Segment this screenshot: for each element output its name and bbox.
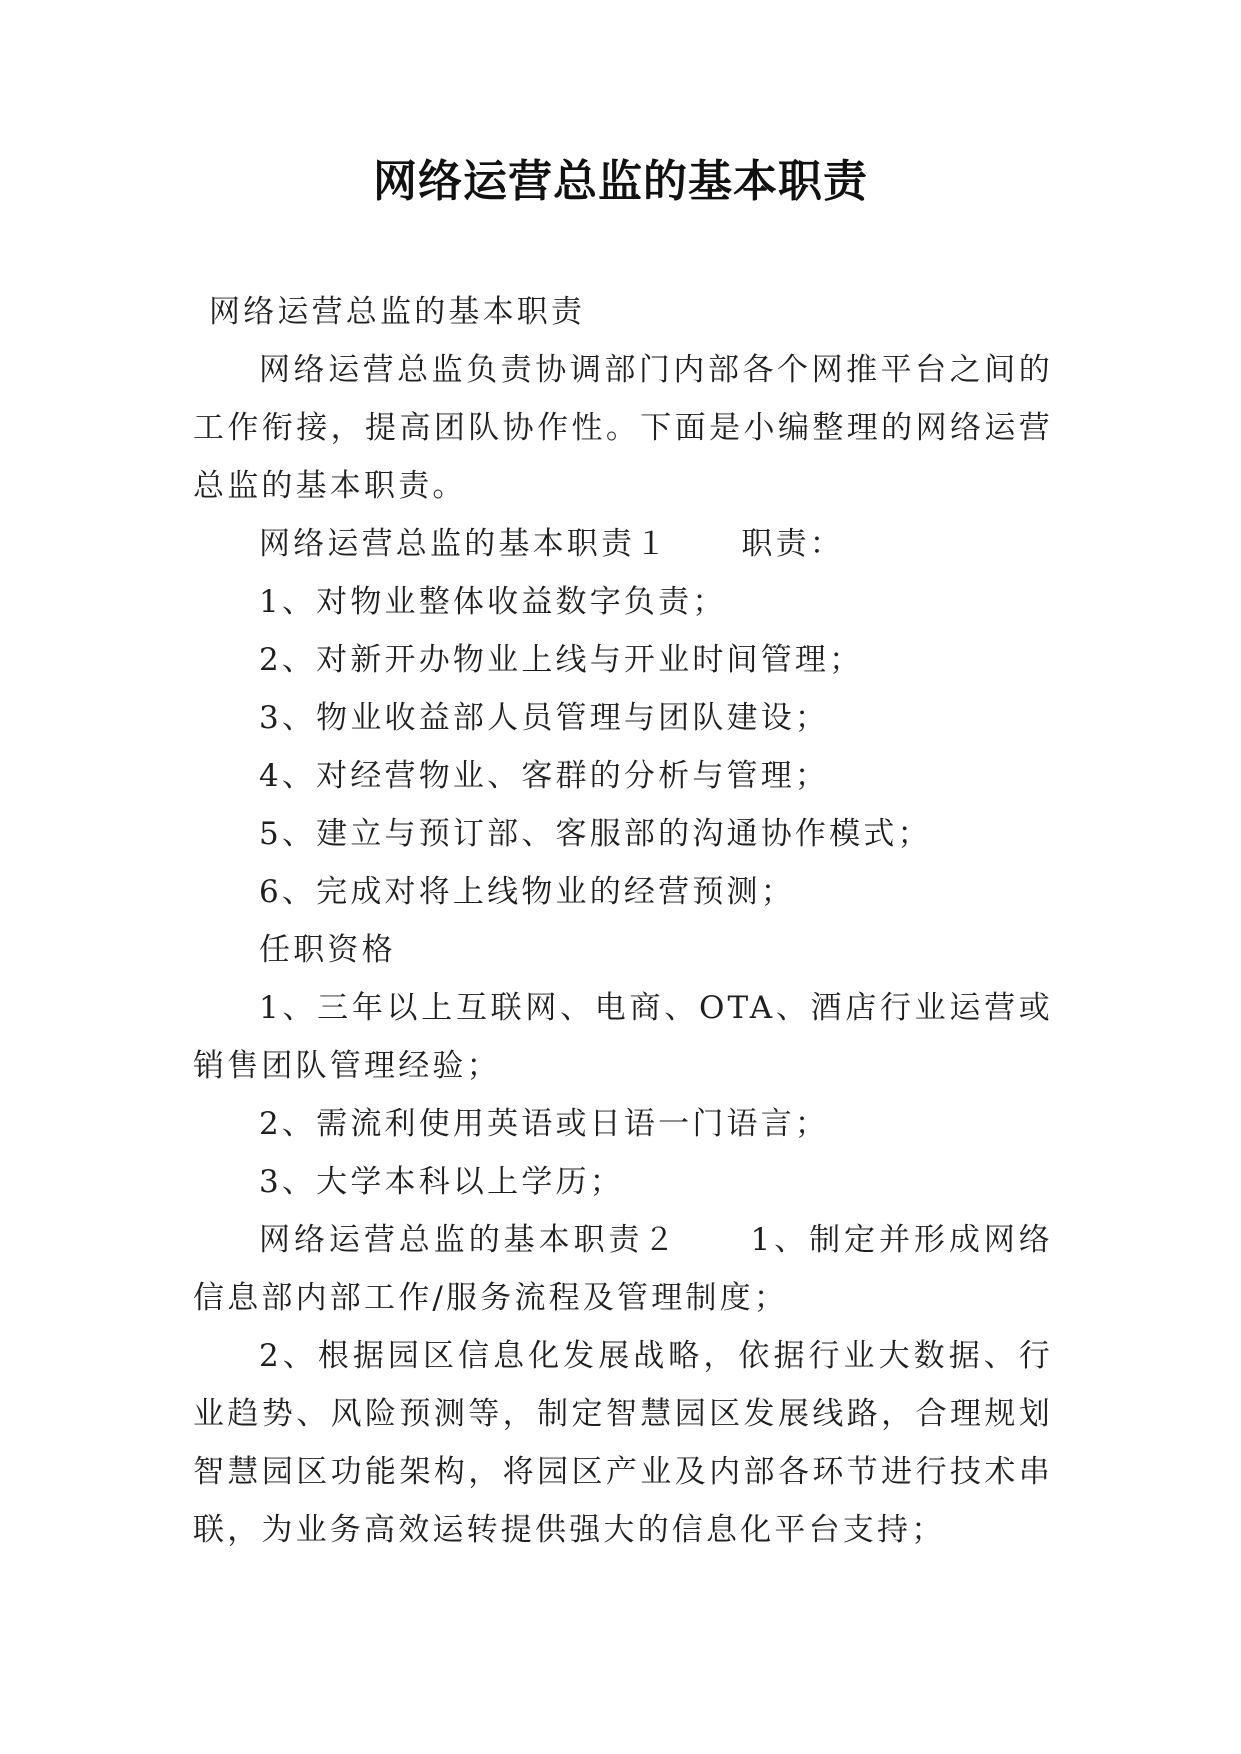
intro-paragraph: 网络运营总监负责协调部门内部各个网推平台之间的工作衔接，提高团队协作性。下面是小编整理的网络运营总监的基本职责。: [193, 352, 1053, 504]
duty-item: 2、对新开办物业上线与开业时间管理；: [259, 642, 864, 678]
section1-heading: 网络运营总监的基本职责１: [259, 526, 670, 562]
section2-first-item: 1、制定并形成网络信息部内部工作/服务流程及管理制度；: [193, 1222, 1053, 1316]
qualification-item: 1、三年以上互联网、电商、OTA、酒店行业运营或销售团队管理经验；: [193, 990, 1053, 1084]
duty-item: 6、完成对将上线物业的经营预测；: [259, 874, 795, 910]
duty-item: 1、对物业整体收益数字负责；: [259, 584, 727, 620]
document-title: 网络运营总监的基本职责: [373, 156, 868, 207]
section2-item: 2、根据园区信息化发展战略，依据行业大数据、行业趋势、风险预测等，制定智慧园区发展线路，合理规划智慧园区功能架构，将园区产业及内部各环节进行技术串联，为业务高效运转提供强大的信息化平台支持；: [193, 1338, 1053, 1548]
section2-heading: 网络运营总监的基本职责２: [259, 1222, 679, 1258]
section1-heading-line: [193, 515, 1053, 573]
duty-item: 5、建立与预订部、客服部的沟通协作模式；: [259, 816, 932, 852]
document-body: [193, 283, 1053, 1559]
duty-item: 4、对经营物业、客群的分析与管理；: [259, 758, 830, 794]
qualification-item: 2、需流利使用英语或日语一门语言；: [259, 1106, 830, 1142]
section1-duties-label: 职责：: [741, 526, 845, 562]
qualification-item: 3、大学本科以上学历；: [259, 1164, 624, 1200]
document-subtitle: 网络运营总监的基本职责: [209, 294, 586, 330]
duty-item: 3、物业收益部人员管理与团队建设；: [259, 700, 830, 736]
qualifications-heading: 任职资格: [259, 932, 396, 968]
section2-heading-line: [193, 1211, 1053, 1327]
